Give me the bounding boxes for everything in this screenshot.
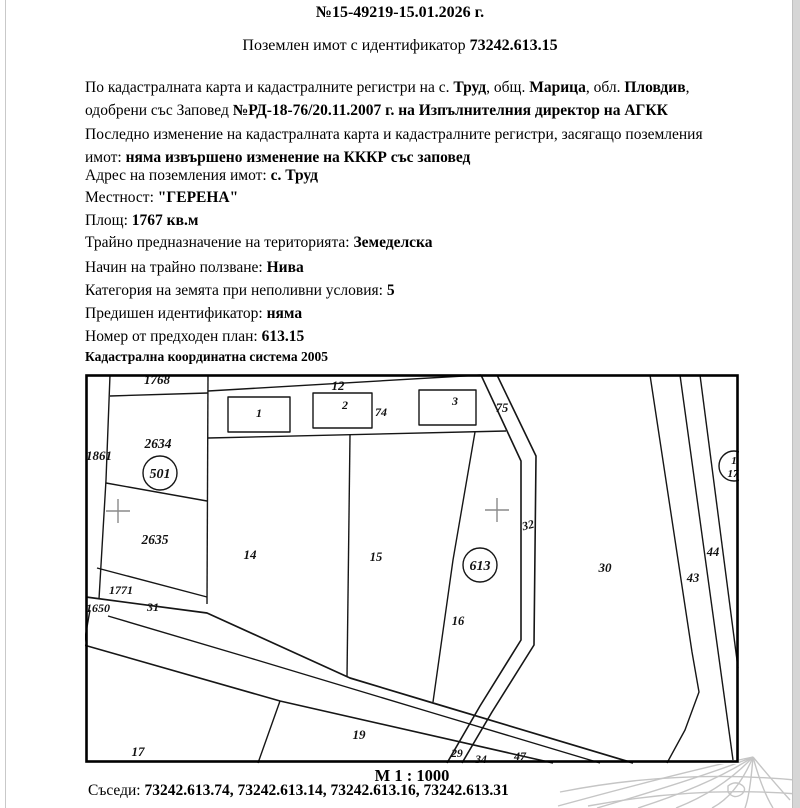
- neighbors-values: 73242.613.74, 73242.613.14, 73242.613.16, 73242.613.31: [144, 782, 509, 799]
- fact-label: Местност:: [85, 189, 158, 206]
- cadastral-map: [85, 374, 739, 764]
- municipality-name: Марица: [529, 79, 586, 96]
- globe-meridian: [753, 757, 773, 808]
- fact-address: [85, 167, 745, 185]
- neighbors-label: Съседи:: [88, 782, 145, 799]
- plot-label-1768: 1768: [144, 374, 170, 387]
- document-title: [0, 37, 800, 55]
- fact-category: [85, 282, 745, 300]
- fact-previous-plan-number: [85, 328, 745, 346]
- fact-value: 613.15: [261, 328, 305, 345]
- scan-edge-left: [5, 0, 6, 808]
- boundary-line: [207, 375, 208, 604]
- plot-label-31: 31: [147, 600, 159, 614]
- fact-value: Нива: [266, 259, 304, 276]
- para1-seg: По кадастралната карта и кадастралните регистри на с.: [85, 79, 454, 96]
- fact-territory-purpose: [85, 234, 745, 252]
- fact-label: Площ:: [85, 212, 132, 229]
- fact-label: Номер от предходен план:: [85, 328, 262, 345]
- plot-label-14: 14: [243, 547, 257, 562]
- plot-label-30: 30: [598, 560, 612, 575]
- fact-label: Трайно предназначение на територията:: [85, 234, 354, 251]
- plot-label-1861: 1861: [86, 448, 112, 463]
- plot-label-74: 74: [375, 405, 387, 419]
- plot-label-15: 15: [369, 550, 383, 564]
- paragraph-last-change: [85, 123, 737, 169]
- fact-previous-identifier: [85, 305, 745, 323]
- plot-label-29: 29: [451, 748, 463, 760]
- fact-value: 1767 кв.м: [131, 212, 199, 229]
- fact-value: Земеделска: [353, 234, 433, 251]
- region-number-501: 501: [149, 467, 171, 482]
- map-background: [85, 374, 739, 764]
- fact-area: [85, 212, 745, 230]
- fact-value: 5: [386, 282, 395, 299]
- region-number-613: 613: [469, 559, 491, 574]
- building-label-2: 2: [342, 398, 348, 412]
- plot-label-2635: 2635: [141, 532, 169, 547]
- plot-label-75: 75: [495, 401, 509, 415]
- para1-seg: , обл.: [585, 79, 625, 96]
- para1-seg: одобрени със Заповед: [85, 102, 233, 119]
- plot-label-2634: 2634: [144, 436, 172, 451]
- plot-label-1650: 1650: [86, 601, 110, 615]
- plot-label-19: 19: [352, 727, 366, 742]
- paragraph-approval: [85, 76, 737, 122]
- fact-land-use: [85, 259, 745, 277]
- fact-label: Адрес на поземления имот:: [85, 167, 271, 184]
- district-name: Пловдив: [624, 79, 686, 96]
- property-identifier: 73242.613.15: [469, 37, 558, 54]
- edge-circle-number-bottom: 17: [727, 468, 739, 480]
- scan-edge-right: [792, 0, 800, 808]
- building-label-3: 3: [452, 394, 458, 408]
- plot-label-1771: 1771: [109, 583, 133, 597]
- document-number: №15-49219-15.01.2026 г.: [315, 4, 485, 21]
- fact-locality: [85, 189, 745, 207]
- plot-label-16: 16: [451, 614, 465, 628]
- order-number: №РД-18-76/20.11.2007 г. на Изпълнителния директор на АГКК: [232, 102, 668, 119]
- plot-label-17: 17: [131, 744, 145, 759]
- village-name: Труд: [453, 79, 487, 96]
- para1-seg: ,: [685, 79, 690, 96]
- para1-seg: , общ.: [486, 79, 530, 96]
- plot-label-12: 12: [331, 378, 345, 393]
- para2-seg: Последно изменение на кадастралната карта и кадастралните регистри, засягащо поземления: [85, 126, 703, 143]
- plot-label-43: 43: [686, 571, 700, 585]
- plot-label-47: 47: [514, 749, 526, 763]
- last-change-value: няма извършено изменение на КККР със заповед: [125, 149, 471, 166]
- map-scale: М 1 : 1000: [374, 766, 450, 785]
- fact-label: Категория на земята при неполивни условия:: [85, 282, 387, 299]
- edge-circle-number-top: 1: [731, 455, 737, 467]
- fact-value: няма: [266, 305, 303, 322]
- plot-label-44: 44: [706, 545, 720, 559]
- fact-value: с. Труд: [270, 167, 318, 184]
- coordinate-system-label: Кадастрална координатна система 2005: [85, 349, 328, 364]
- neighbors-line: [88, 782, 509, 800]
- plot-label-32: 32: [520, 516, 536, 534]
- plot-label-34: 34: [475, 754, 487, 764]
- fact-label: Начин на трайно ползване:: [85, 259, 267, 276]
- fact-label: Предишен идентификатор:: [85, 305, 267, 322]
- title-prefix: Поземлен имот с идентификатор: [242, 37, 470, 54]
- globe-parallel: [588, 792, 798, 806]
- para2-seg: имот:: [85, 149, 126, 166]
- building-label-1: 1: [256, 406, 262, 420]
- fact-value: "ГЕРЕНА": [157, 189, 239, 206]
